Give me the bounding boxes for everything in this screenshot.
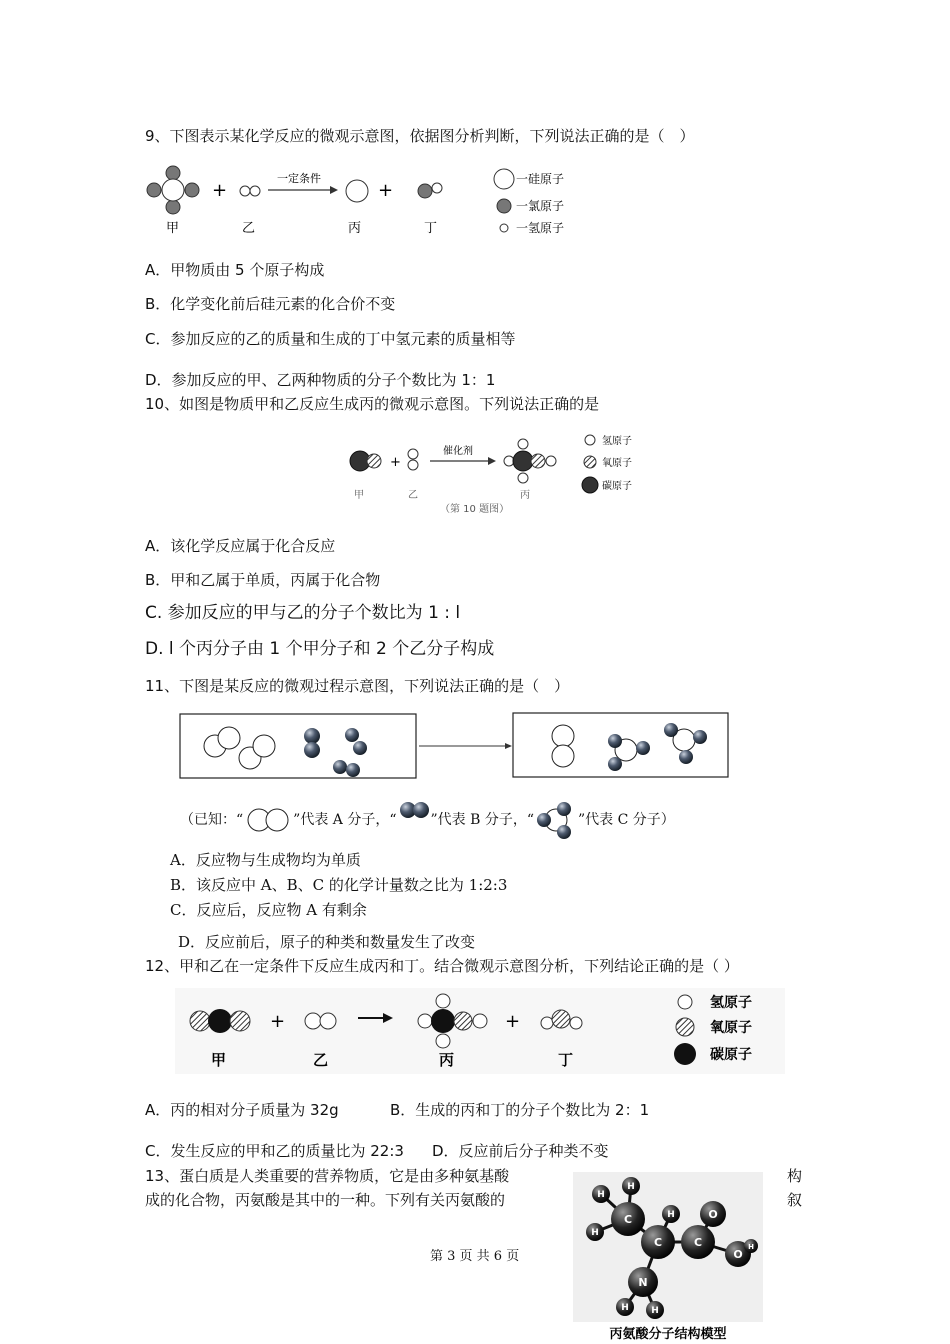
page-number: 第 3 页 共 6 页 xyxy=(430,1249,520,1264)
q9-option-a: A．甲物质由 5 个原子构成 xyxy=(145,261,325,279)
q13-atom-h: H xyxy=(621,1303,629,1313)
q13-atom-c: C xyxy=(693,1236,703,1249)
q11-diagram xyxy=(175,708,735,784)
q11-option-c: C．反应后，反应物 A 有剩余 xyxy=(170,901,367,919)
q11-stem: 11、下图是某反应的微观过程示意图，下列说法正确的是（ ） xyxy=(145,677,570,695)
q13-atom-h: H xyxy=(651,1306,659,1316)
q13-alanine-model xyxy=(573,1172,763,1344)
q12-label-yi: 乙 xyxy=(313,1051,329,1069)
q10-stem: 10、如图是物质甲和乙反应生成丙的微观示意图。下列说法正确的是 xyxy=(145,395,600,413)
q10-molecule-bing xyxy=(504,439,556,483)
q9-condition: 一定条件 xyxy=(277,172,321,185)
q9-legend-cl: 一氯原子 xyxy=(516,199,565,213)
q9-label-bing: 丙 xyxy=(348,221,362,236)
q12-molecule-jia xyxy=(190,1009,250,1033)
q9-legend-si: 一硅原子 xyxy=(516,172,565,186)
q13-atom-c: C xyxy=(653,1236,663,1249)
q13-atom-o: O xyxy=(733,1248,743,1261)
q9-molecule-jia xyxy=(147,166,199,214)
q12-option-b: B．生成的丙和丁的分子个数比为 2：1 xyxy=(390,1101,650,1119)
q13-stem-line1: 13、蛋白质是人类重要的营养物质，它是由多种氨基酸 xyxy=(145,1167,510,1185)
q13-stem-line1-end: 构 xyxy=(787,1167,803,1185)
q11-option-d: D．反应前后，原子的种类和数量发生了改变 xyxy=(178,933,476,951)
q12-label-jia: 甲 xyxy=(211,1051,227,1069)
q11-legend-b-icon xyxy=(397,800,431,820)
q13-atom-o: O xyxy=(708,1208,718,1221)
q13-atom-h: H xyxy=(667,1210,675,1220)
svg-text:+: + xyxy=(390,455,401,470)
q12-legend-c: 碳原子 xyxy=(710,1047,752,1063)
q13-stem-line2: 成的化合物，丙氨酸是其中的一种。下列有关丙氨酸的 xyxy=(145,1191,506,1209)
q13-atom-h: H xyxy=(748,1243,754,1251)
svg-text:+: + xyxy=(505,1011,521,1032)
q9-molecule-yi xyxy=(240,186,260,196)
q12-option-a: A．丙的相对分子质量为 32g xyxy=(145,1101,339,1119)
q10-option-b: B．甲和乙属于单质，丙属于化合物 xyxy=(145,571,381,589)
q13-atom-h: H xyxy=(591,1228,599,1238)
q10-label-bing: 丙 xyxy=(520,490,530,501)
q10-legend-o: 氧原子 xyxy=(602,458,632,469)
svg-text:+: + xyxy=(270,1011,286,1032)
q9-molecule-bing xyxy=(346,180,368,202)
q10-legend-c: 碳原子 xyxy=(602,481,632,492)
q9-option-c: C．参加反应的乙的质量和生成的丁中氢元素的质量相等 xyxy=(145,330,516,348)
q10-option-a: A．该化学反应属于化合反应 xyxy=(145,537,336,555)
q12-option-d: D．反应前后分子种类不变 xyxy=(432,1142,609,1160)
q13-model-caption: 丙氨酸分子结构模型 xyxy=(609,1327,727,1342)
q12-diagram xyxy=(175,988,785,1074)
q11-option-a: A．反应物与生成物均为单质 xyxy=(170,851,361,869)
q9-label-ding: 丁 xyxy=(424,221,438,236)
q10-label-yi: 乙 xyxy=(408,490,418,501)
q10-legend-h: 氢原子 xyxy=(602,436,632,447)
q9-legend-h: 一氢原子 xyxy=(516,221,565,235)
svg-text:+: + xyxy=(212,180,228,201)
q10-condition: 催化剂 xyxy=(443,446,473,457)
q13-stem-line2-end: 叙 xyxy=(787,1191,803,1209)
q10-caption: （第 10 题图） xyxy=(440,504,510,515)
q13-atom-h: H xyxy=(627,1182,635,1192)
q12-stem: 12、甲和乙在一定条件下反应生成丙和丁。结合微观示意图分析，下列结论正确的是（ ） xyxy=(145,957,739,975)
q10-option-c: C. 参加反应的甲与乙的分子个数比为 1 : l xyxy=(145,603,461,623)
q12-label-ding: 丁 xyxy=(558,1051,574,1069)
q11-legend-a-icon xyxy=(243,807,293,833)
q10-molecule-yi xyxy=(408,449,418,470)
q12-option-c: C．发生反应的甲和乙的质量比为 22:3 xyxy=(145,1142,404,1160)
q10-diagram xyxy=(340,430,650,520)
q11-legend: （已知：“ ”代表 A 分子，“ ”代表 B 分子，“ ”代表 C 分子） xyxy=(180,800,675,840)
q9-label-yi: 乙 xyxy=(242,221,256,236)
q11-legend-c-icon xyxy=(534,800,578,840)
q9-option-d: D．参加反应的甲、乙两种物质的分子个数比为 1：1 xyxy=(145,371,496,389)
q13-atom-n: N xyxy=(638,1276,648,1289)
q12-label-bing: 丙 xyxy=(439,1051,455,1069)
q10-molecule-jia xyxy=(350,451,381,471)
q11-option-b: B．该反应中 A、B、C 的化学计量数之比为 1:2:3 xyxy=(170,876,508,894)
svg-text:+: + xyxy=(378,180,394,201)
q9-diagram xyxy=(140,160,590,240)
q12-legend-o: 氧原子 xyxy=(710,1020,752,1036)
q9-option-b: B．化学变化前后硅元素的化合价不变 xyxy=(145,295,396,313)
q9-stem: 9、下图表示某化学反应的微观示意图，依据图分析判断，下列说法正确的是（ ） xyxy=(145,127,695,145)
q9-label-jia: 甲 xyxy=(166,221,180,236)
q9-molecule-ding xyxy=(418,183,442,198)
q10-option-d: D. l 个丙分子由 1 个甲分子和 2 个乙分子构成 xyxy=(145,639,495,659)
q12-legend-h: 氢原子 xyxy=(710,995,752,1011)
q13-atom-h: H xyxy=(597,1190,605,1200)
q13-atom-c: C xyxy=(623,1213,633,1226)
q10-label-jia: 甲 xyxy=(354,490,364,501)
